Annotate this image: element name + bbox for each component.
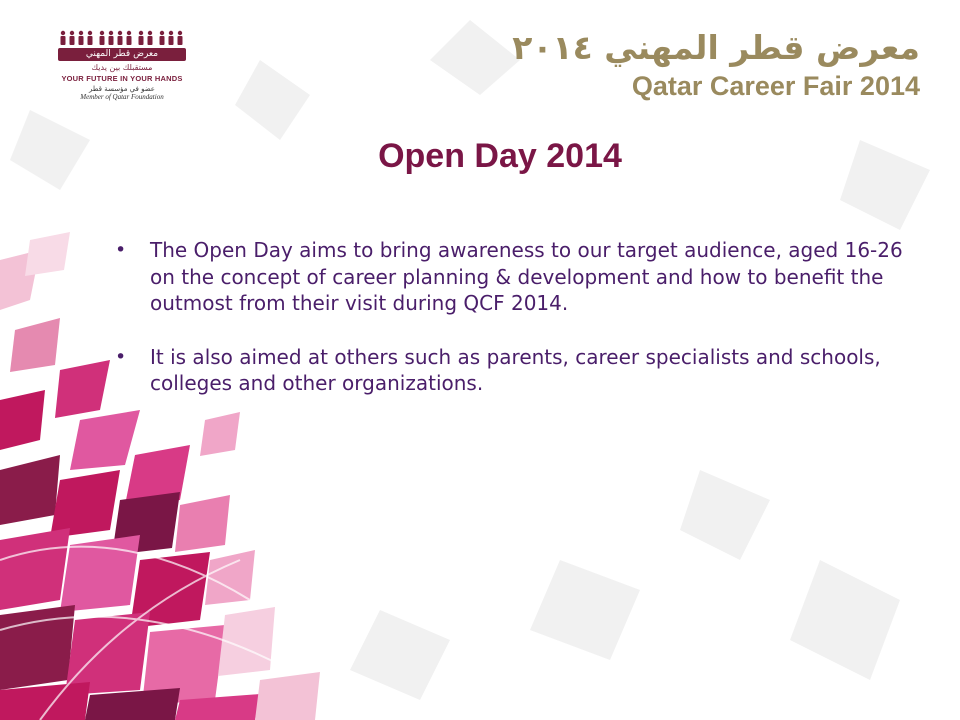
bullet-item — [115, 237, 905, 317]
logo-arabic-subtitle: مستقبلك بين يديك — [91, 63, 153, 72]
bullet-list — [115, 237, 905, 424]
people-figures-icon — [58, 30, 186, 46]
bullet-text: The Open Day aims to bring awareness to our target audience, aged 16-26 on the concept of career planning & development and how to benefit the outmost from their visit during QCF 2014. — [150, 238, 903, 315]
bullet-dot-icon: • — [115, 345, 127, 368]
logo-arabic-name: معرض قطر المهني — [85, 49, 159, 59]
fair-logo-arabic: معرض قطر المهني ٢٠١٤ — [512, 28, 920, 67]
logo-arabic-name-bar — [58, 48, 186, 61]
bullet-dot-icon: • — [115, 239, 127, 261]
slide-title: Open Day 2014 — [378, 137, 622, 175]
logo-member-text: Member of Qatar Foundation — [80, 93, 164, 101]
logo-tagline: YOUR FUTURE IN YOUR HANDS — [61, 74, 183, 83]
bullet-text: It is also aimed at others such as parents, career specialists and schools, colleges and other organizations. — [150, 344, 881, 395]
qatar-career-fair-org-logo — [50, 30, 190, 102]
bullet-item — [115, 344, 905, 397]
logo-member-arabic: عضو في مؤسسة قطر — [89, 85, 155, 93]
fair-logo-english: Qatar Career Fair 2014 — [631, 71, 920, 101]
qatar-career-fair-2014-logo — [512, 28, 920, 103]
